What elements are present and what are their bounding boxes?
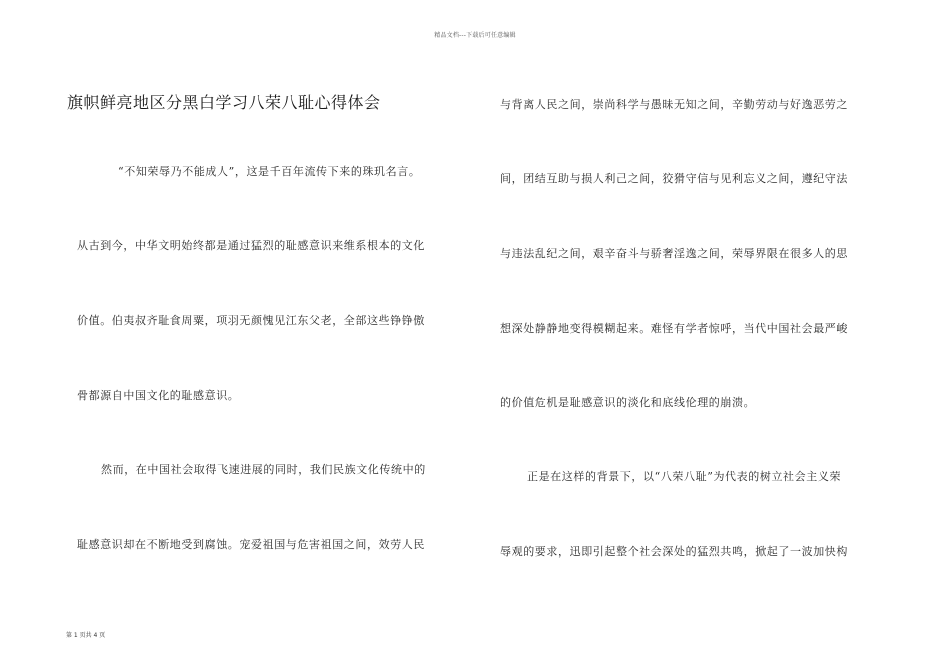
paragraph-line: 的价值危机是耻感意识的淡化和底线伦理的崩溃。 (500, 396, 756, 409)
paragraph-line: 想深处静静地变得模糊起来。难怪有学者惊呼，当代中国社会最严峻 (500, 322, 848, 335)
right-column (475, 0, 950, 672)
paragraph-line: 与违法乱纪之间，艰辛奋斗与骄奢淫逸之间，荣辱界限在很多人的思 (500, 247, 848, 260)
paragraph-line: 间，团结互助与损人利己之间，狡猾守信与见利忘义之间，遵纪守法 (500, 172, 848, 185)
paragraph-line: “不知荣辱乃不能成人”，这是千百年流传下来的珠玑名言。 (118, 165, 421, 178)
paragraph-line: 价值。伯夷叔齐耻食周粟，项羽无颜愧见江东父老，全部这些铮铮傲 (77, 314, 425, 327)
document-title: 旗帜鲜亮地区分黑白学习八荣八耻心得体会 (67, 93, 381, 112)
paragraph-line: 与背离人民之间，崇尚科学与愚昧无知之间，辛勤劳动与好逸恶劳之 (500, 98, 848, 111)
page-header: 精品文档---下载后可任意编辑 (434, 32, 516, 39)
paragraph-line: 辱观的要求，迅即引起整个社会深处的猛烈共鸣，掀起了一波加快构 (500, 545, 848, 558)
paragraph-line: 骨都源自中国文化的耻感意识。 (77, 389, 240, 402)
page-number: 第 1 页共 4 页 (66, 632, 106, 639)
paragraph-line: 正是在这样的背景下，以“八荣八耻”为代表的树立社会主义荣 (527, 470, 842, 483)
paragraph-line: 耻感意识却在不断地受到腐蚀。宠爱祖国与危害祖国之间，效劳人民 (77, 538, 425, 551)
paragraph-line: 从古到今，中华文明始终都是通过猛烈的耻感意识来维系根本的文化 (77, 239, 425, 252)
paragraph-line: 然而，在中国社会取得飞速进展的同时，我们民族文化传统中的 (101, 463, 426, 476)
